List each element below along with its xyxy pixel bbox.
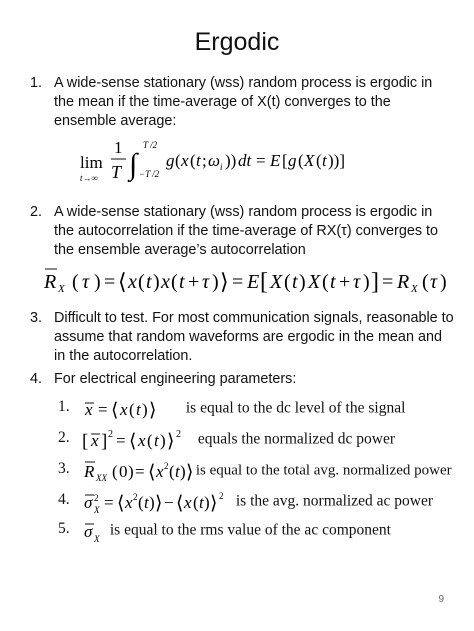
svg-text:): ) [363, 271, 370, 293]
svg-text:=: = [256, 151, 266, 170]
svg-text:=: = [135, 462, 145, 481]
formula-ac-power [82, 489, 232, 515]
svg-text:+: + [339, 271, 351, 293]
svg-text:2: 2 [94, 493, 99, 503]
formula-dc-level [82, 396, 182, 422]
list-item-text: For electrical engineering parameters: [54, 371, 297, 387]
svg-text:X: X [94, 534, 100, 544]
svg-text:τ: τ [353, 271, 361, 293]
svg-text:∫: ∫ [129, 148, 138, 181]
svg-text:;: ; [202, 151, 207, 170]
svg-text:): ) [212, 271, 219, 293]
svg-text:⟩: ⟩ [210, 493, 218, 514]
svg-text:2: 2 [219, 491, 224, 501]
parameter-number: 1. [58, 398, 70, 415]
svg-text:T: T [111, 162, 122, 182]
formula-total-power [82, 458, 192, 484]
svg-text:⟨: ⟨ [111, 400, 119, 421]
svg-text:(: ( [322, 271, 329, 293]
formula-rms [82, 518, 106, 544]
svg-text:⟨: ⟨ [118, 269, 127, 294]
svg-text:t: t [199, 493, 204, 512]
svg-text:⟨: ⟨ [129, 431, 137, 452]
svg-text:(: ( [298, 151, 304, 170]
parameter-number: 3. [58, 460, 70, 477]
svg-text:2: 2 [133, 492, 138, 502]
svg-text:E: E [247, 271, 260, 293]
svg-text:(: ( [169, 462, 175, 481]
svg-text:−: − [164, 493, 174, 512]
parameter-expression [82, 396, 405, 422]
svg-text:t: t [144, 493, 149, 512]
svg-text:(: ( [190, 151, 196, 170]
svg-text:): ) [153, 271, 160, 293]
svg-text:(: ( [129, 400, 135, 419]
svg-text:[: [ [282, 151, 288, 170]
svg-text:i: i [220, 162, 223, 172]
svg-text:[: [ [260, 269, 268, 295]
list-item-number: 4. [30, 371, 43, 387]
svg-text:=: = [116, 431, 126, 450]
svg-text:t: t [146, 271, 152, 293]
svg-text:⟩: ⟩ [220, 269, 229, 294]
svg-text:lim: lim [80, 153, 103, 172]
svg-text:))]: ))] [328, 151, 345, 170]
svg-text:τ: τ [202, 271, 210, 293]
list-item-number: 3. [30, 310, 43, 326]
svg-text:⟨: ⟨ [148, 462, 156, 483]
svg-text:1: 1 [114, 138, 123, 157]
svg-text:τ: τ [82, 271, 90, 293]
svg-text:σ: σ [84, 522, 93, 541]
svg-text:): ) [160, 431, 166, 450]
parameter-expression [82, 427, 395, 453]
svg-text:X: X [411, 283, 418, 295]
svg-text:X: X [308, 271, 321, 293]
equation-ergodic-mean [80, 134, 380, 190]
svg-text:X: X [270, 271, 283, 293]
equation-ergodic-autocorrelation [40, 264, 450, 300]
svg-text:]: ] [101, 431, 108, 452]
svg-text:2: 2 [176, 429, 181, 440]
svg-text:g: g [288, 151, 297, 170]
svg-text:): ) [128, 462, 134, 481]
svg-text:(: ( [112, 462, 118, 481]
svg-text:X: X [58, 283, 65, 295]
svg-text:⟩: ⟩ [149, 400, 157, 421]
svg-text:X: X [94, 505, 100, 515]
svg-text:=: = [232, 271, 244, 293]
svg-text:(: ( [422, 271, 429, 293]
parameter-description: is equal to the rms value of the ac component [109, 521, 391, 539]
parameter-expression [82, 458, 452, 484]
svg-text:g: g [166, 151, 175, 170]
parameter-description: is the avg. normalized ac power [235, 492, 433, 510]
svg-text:=: = [104, 493, 114, 512]
svg-text:t: t [136, 400, 141, 419]
svg-text:): ) [440, 271, 447, 293]
svg-text:R: R [397, 271, 410, 293]
svg-text:2: 2 [108, 429, 113, 440]
svg-text:dt: dt [238, 151, 252, 170]
svg-text:]: ] [371, 269, 379, 295]
list-item-text: A wide-sense stationary (wss) random process is ergodic in the autocorrelation if the time-average of RX(τ) converges to the ensemble average’s autocorrelation [54, 204, 439, 258]
svg-text:τ: τ [430, 271, 438, 293]
parameter-number: 5. [58, 520, 70, 537]
svg-text:t: t [322, 151, 327, 170]
svg-text:(: ( [147, 431, 153, 450]
svg-text:): ) [204, 493, 210, 512]
svg-text:t: t [292, 271, 298, 293]
svg-text:t: t [330, 271, 336, 293]
svg-text:=: = [98, 400, 108, 419]
formula-dc-power [82, 427, 194, 453]
svg-text:x: x [181, 151, 189, 170]
svg-text:(: ( [316, 151, 322, 170]
parameter-description: is equal to the dc level of the signal [185, 399, 406, 417]
svg-text:t: t [154, 431, 159, 450]
svg-text:x: x [125, 493, 133, 512]
svg-text:(: ( [171, 271, 178, 293]
list-item-text: A wide-sense stationary (wss) random process is ergodic in the mean if the time-average of X(t) converges to the ensemble average: [54, 75, 433, 129]
svg-text:(: ( [138, 493, 144, 512]
svg-text:x: x [128, 271, 137, 293]
svg-text:)): )) [225, 151, 237, 170]
svg-text:⟨: ⟨ [117, 493, 125, 514]
parameter-number: 2. [58, 429, 70, 446]
svg-text:0: 0 [119, 462, 128, 481]
svg-text:x: x [91, 431, 99, 450]
svg-text:T /2: T /2 [143, 140, 158, 150]
parameter-expression [82, 489, 433, 515]
svg-text:t: t [179, 271, 185, 293]
svg-text:R: R [84, 462, 95, 481]
svg-text:): ) [299, 271, 306, 293]
svg-text:x: x [85, 400, 93, 419]
parameter-description: equals the normalized dc power [197, 430, 395, 448]
svg-text:σ: σ [84, 493, 93, 512]
svg-text:⟨: ⟨ [176, 493, 184, 514]
svg-text:x: x [156, 462, 164, 481]
svg-text:): ) [149, 493, 155, 512]
svg-text:XX: XX [96, 473, 107, 483]
svg-text:=: = [382, 271, 394, 293]
list-item-number: 2. [30, 204, 43, 220]
parameter-description: is equal to the total avg. normalized power [195, 462, 452, 479]
svg-text:(: ( [175, 151, 181, 170]
svg-text:[: [ [82, 431, 89, 452]
page-number: 9 [438, 594, 444, 605]
svg-text:(: ( [72, 271, 79, 293]
svg-text:): ) [180, 462, 186, 481]
svg-text:ω: ω [208, 151, 221, 170]
svg-text:(: ( [284, 271, 291, 293]
svg-text:(: ( [138, 271, 145, 293]
svg-text:⟩: ⟩ [155, 493, 163, 514]
svg-text:R: R [44, 271, 57, 293]
svg-text:2: 2 [164, 461, 169, 471]
svg-text:=: = [104, 271, 116, 293]
svg-text:+: + [188, 271, 200, 293]
svg-text:t→∞: t→∞ [80, 173, 98, 183]
svg-text:t: t [175, 462, 180, 481]
svg-text:): ) [142, 400, 148, 419]
svg-text:t: t [196, 151, 201, 170]
svg-text:): ) [94, 271, 101, 293]
svg-text:⟩: ⟩ [167, 431, 175, 452]
slide-title: Ergodic [194, 28, 280, 56]
svg-text:(: ( [193, 493, 199, 512]
svg-text:x: x [184, 493, 192, 512]
svg-text:X: X [304, 151, 315, 170]
svg-text:−T /2: −T /2 [139, 169, 160, 179]
svg-text:x: x [138, 431, 146, 450]
svg-text:x: x [120, 400, 128, 419]
svg-text:x: x [161, 271, 170, 293]
list-item-text: Difficult to test. For most communication signals, reasonable to assume that random waveforms are ergodic in the mean and in the autocorrelation. [54, 310, 454, 364]
svg-text:E: E [270, 151, 281, 170]
parameter-expression [82, 518, 391, 544]
list-item-number: 1. [30, 75, 43, 91]
parameter-number: 4. [58, 491, 70, 508]
svg-text:⟩: ⟩ [186, 462, 194, 483]
